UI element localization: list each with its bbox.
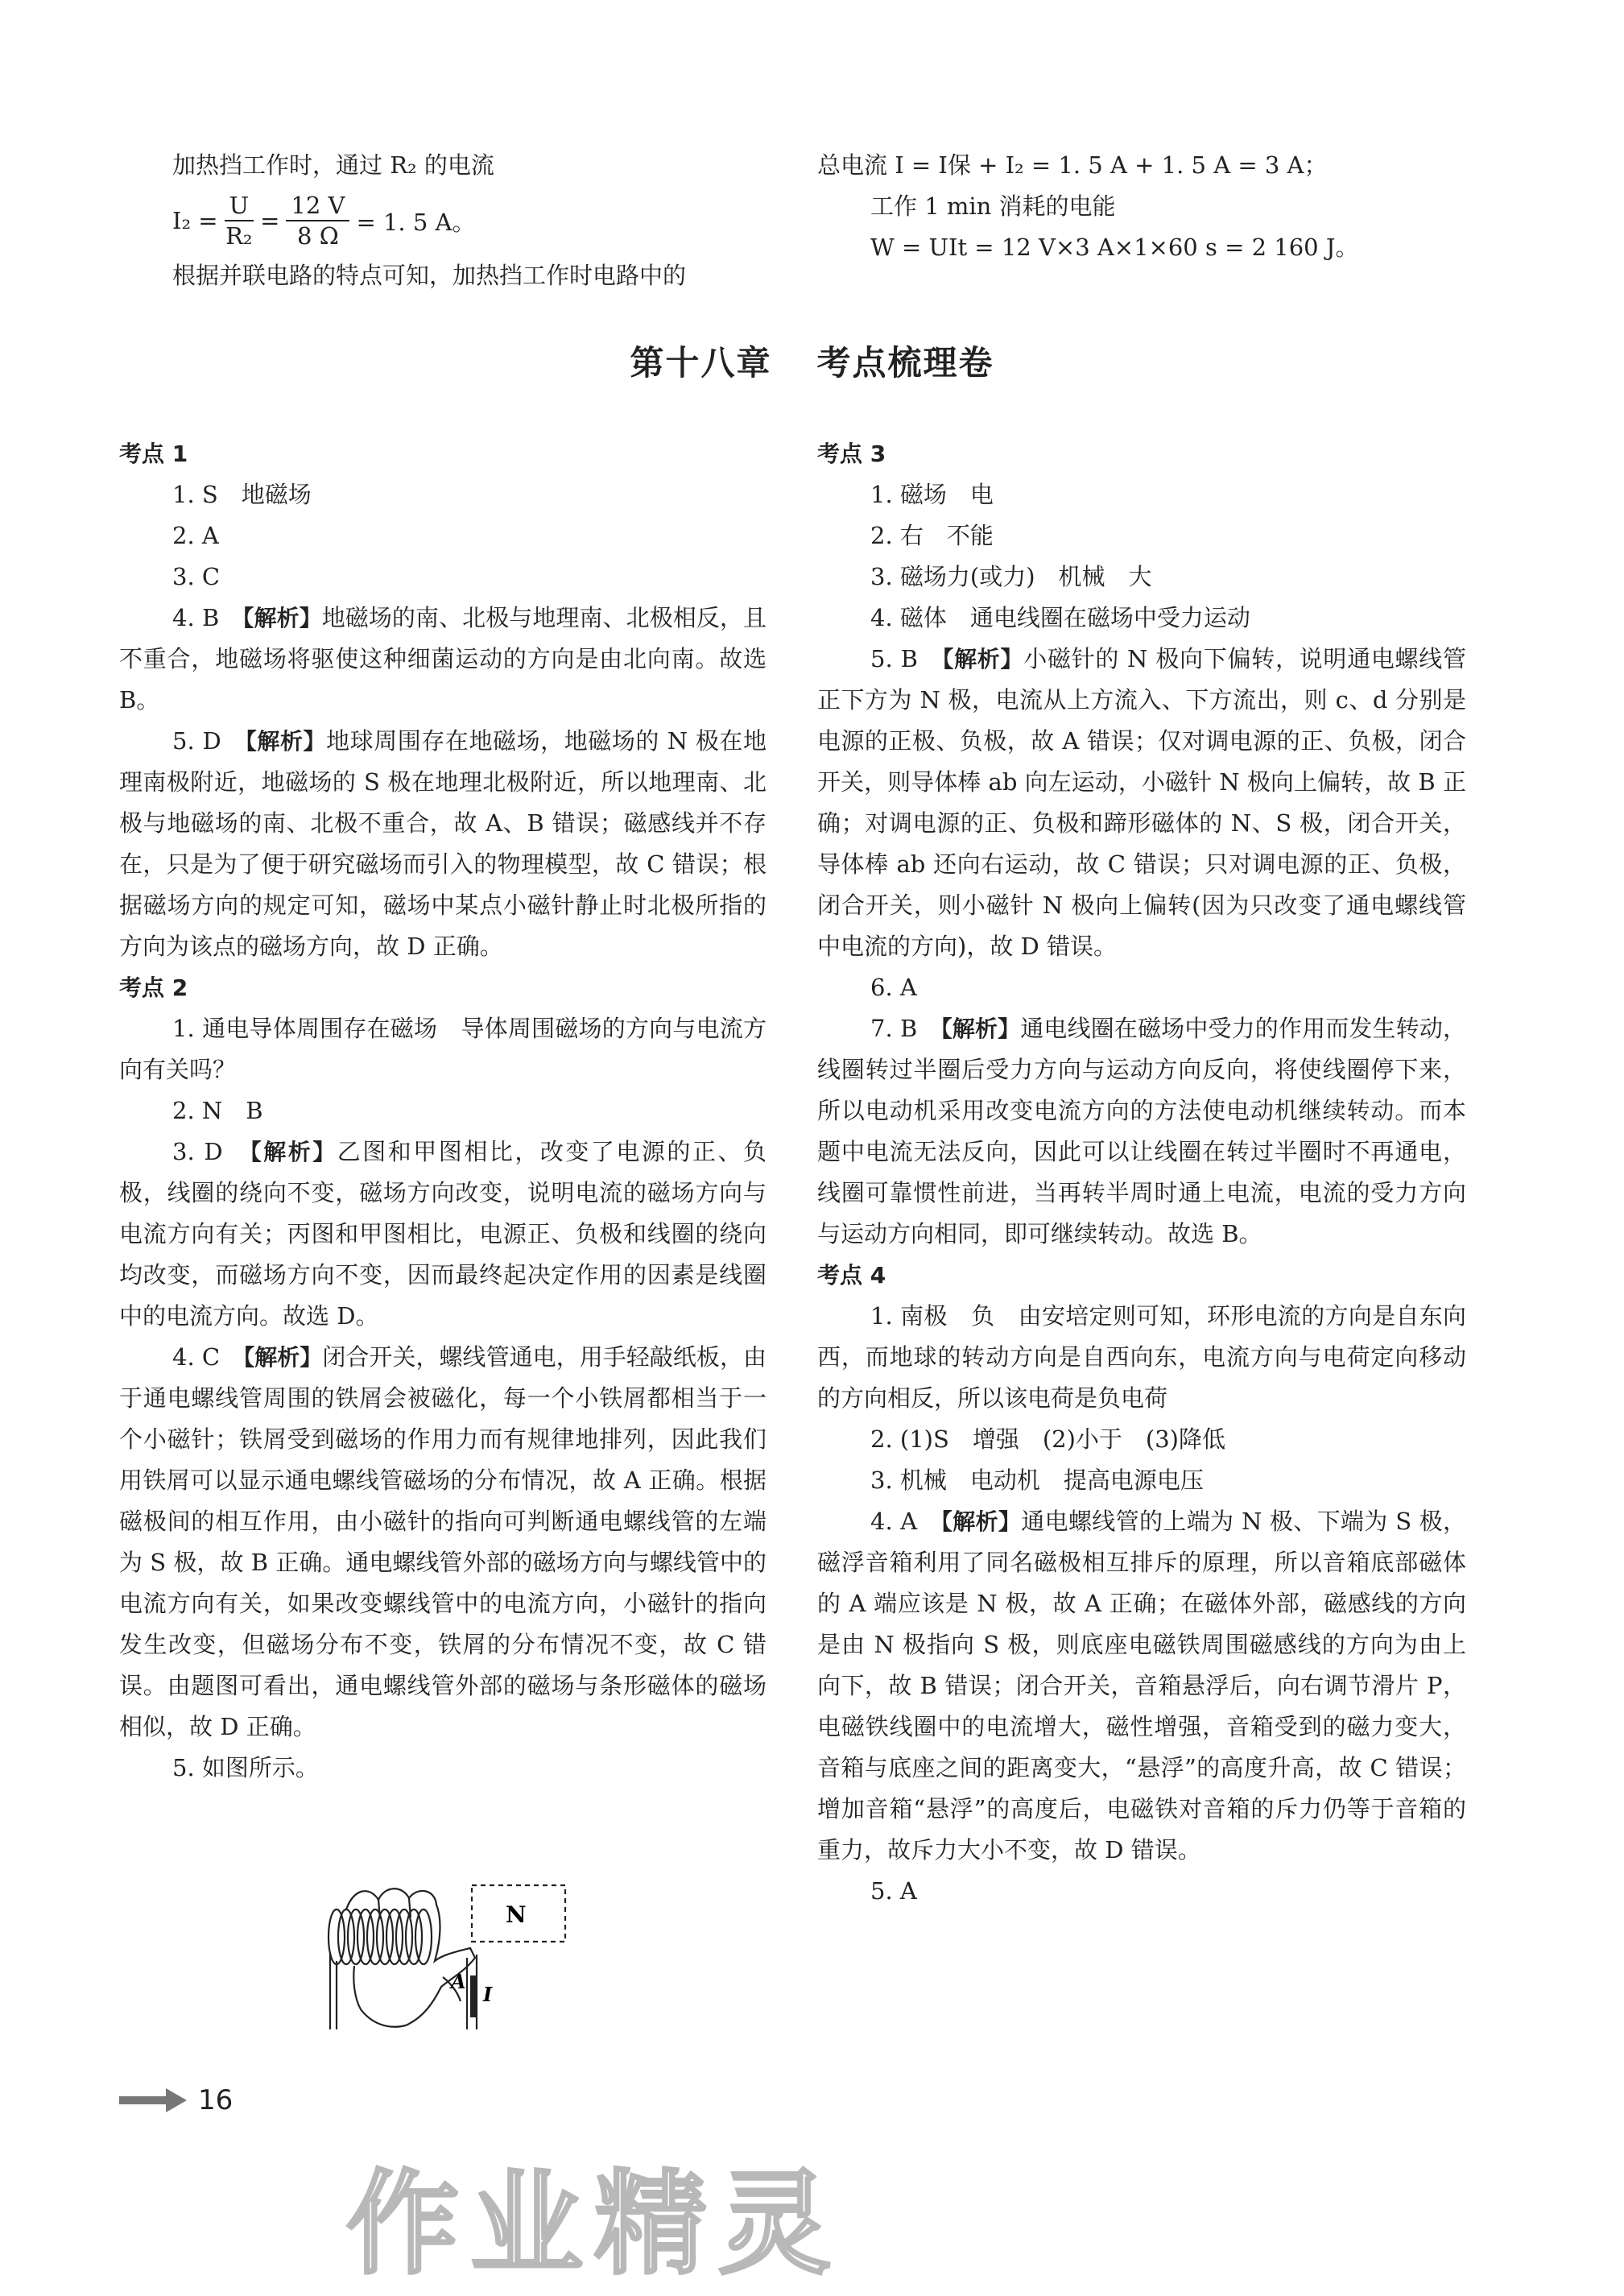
answer-2-4: 4. C 【解析】闭合开关，螺线管通电，用手轻敲纸板，由于通电螺线管周围的铁屑会被磁化，每一个小铁屑都相当于一个小磁针；铁屑受到磁场的作用力而有规律地排列，因此我们用铁屑可以显示通电螺线管磁场的分布情况，故 A 正确。根据磁极间的相互作用，由小磁针的指向可判断通电螺线管的左端为 S 极，故 B 正确。通电螺线管外部的磁场方向与螺线管中的电流方向有关，如果改变螺线管中的电流方向，小磁针的指向发生改变，但磁场分布不变，铁屑的分布情况不变，故 C 错误。由题图可看出，通电螺线管外部的磁场与条形磁体的磁场相似，故 D 正确。 [119,1343,767,1740]
solenoid-hand-figure [322,1880,572,2039]
figure-label-I: I [483,1983,493,2006]
figure-label-N: N [506,1901,527,1928]
top-left-block [119,145,767,296]
answer-3-7: 7. B 【解析】通电线圈在磁场中受力的作用而发生转动，线圈转过半圈后受力方向与运动方向反向，将使线圈停下来，所以电动机采用改变电流方向的方法使电动机继续转动。而本题中电流无法反向，因此可以让线圈在转过半圈时不再通电，线圈可靠惯性前进，当再转半周时通上电流，电流的受力方向与运动方向相同，即可继续转动。故选 B。 [817,1015,1466,1247]
section-heading-4: 考点 4 [817,1262,886,1289]
answer-2-2: 2. N B [172,1097,263,1124]
formula-I2: I₂ = $\frac{U}{\text{R₂}}$ = $\frac{12 V}{8 \Omega}$ = 1. 5 A。 [172,192,476,250]
page-footer [119,2084,233,2116]
answer-1-4: 4. B 【解析】地磁场的南、北极与地理南、北极相反，且不重合，地磁场将驱使这种细菌运动的方向是由北向南。故选 B。 [119,604,767,714]
answer-1-3: 3. C [172,563,221,590]
answer-2-3: 3. D 【解析】乙图和甲图相比，改变了电源的正、负极，线圈的绕向不变，磁场方向改变，说明电流的磁场方向与电流方向有关；丙图和甲图相比，电源正、负极和线圈的绕向均改变，而磁场方向不变，因而最终起决定作用的因素是线圈中的电流方向。故选 D。 [119,1138,767,1330]
answer-1-2: 2. A [172,522,219,549]
figure-label-A: A [451,1970,466,1993]
answer-4-3: 3. 机械 电动机 提高电源电压 [870,1467,1204,1494]
section-heading-2: 考点 2 [119,974,188,1001]
answer-4-4: 4. A 【解析】通电螺线管的上端为 N 极、下端为 S 极，磁浮音箱利用了同名磁极相互排斥的原理，所以音箱底部磁体的 A 端应该是 N 极，故 A 正确；在磁体外部，磁感线的方向是由 N 极指向 S 极，则底座电磁铁周围磁感线的方向为由上向下，故 B 错误；闭合开关，音箱悬浮后，向右调节滑片 P，电磁铁线圈中的电流增大，磁性增强，音箱受到的磁力变大，音箱与底座之间的距离变大，“悬浮”的高度升高，故 C 错误；增加音箱“悬浮”的高度后，电磁铁对音箱的斥力仍等于音箱的重力，故斥力大小不变，故 D 错误。 [817,1508,1466,1864]
section-heading-1: 考点 1 [119,441,188,467]
answer-2-1: 1. 通电导体周围存在磁场 导体周围磁场的方向与电流方向有关吗？ [119,1015,767,1083]
top-left-line3: 根据并联电路的特点可知，加热挡工作时电路中的 [172,262,687,289]
answer-2-5: 5. 如图所示。 [172,1754,319,1781]
page-number: 16 [198,2084,233,2116]
section-heading-3: 考点 3 [817,441,886,467]
left-column [119,433,767,1789]
right-column [817,433,1466,1912]
answer-3-3: 3. 磁场力(或力) 机械 大 [870,563,1152,590]
top-right-line3: W = UIt = 12 V×3 A×1×60 s = 2 160 J。 [870,234,1359,261]
chapter-title: 第十八章 考点梳理卷 [630,343,994,383]
formula-frac1: $\frac{U}{\text{R₂}}$ [225,192,253,250]
formula-lhs: I₂ = [172,207,218,234]
watermark: 作业精灵 [346,2159,843,2290]
answer-4-2: 2. (1)S 增强 (2)小于 (3)降低 [870,1425,1225,1453]
top-right-line2: 工作 1 min 消耗的电能 [870,192,1116,220]
arrow-right-icon [119,2088,187,2112]
answer-3-4: 4. 磁体 通电线圈在磁场中受力运动 [870,604,1250,631]
top-right-block [817,145,1466,268]
answer-1-1: 1. S 地磁场 [172,481,312,508]
top-right-line1: 总电流 I = I保 + I₂ = 1. 5 A + 1. 5 A = 3 A； [817,151,1328,179]
formula-result: = 1. 5 A。 [356,208,476,236]
formula-frac2: $\frac{12 V}{8 \Omega}$ [286,191,349,250]
answer-3-2: 2. 右 不能 [870,522,994,549]
solenoid-hand-drawing [322,1880,572,2033]
answer-3-1: 1. 磁场 电 [870,481,994,508]
answer-3-5: 5. B 【解析】小磁针的 N 极向下偏转，说明通电螺线管正下方为 N 极，电流从上方流入、下方流出，则 c、d 分别是电源的正极、负极，故 A 错误；仅对调电源的正、负极，闭合开关，则导体棒 ab 向左运动，小磁针 N 极向上偏转，故 B 正确；对调电源的正、负极和蹄形磁体的 N、S 极，闭合开关，导体棒 ab 还向右运动，故 C 错误；只对调电源的正、负极，闭合开关，则小磁针 N 极向上偏转(因为只改变了通电螺线管中电流的方向)，故 D 错误。 [817,645,1466,960]
answer-3-6: 6. A [870,974,917,1001]
answer-4-1: 1. 南极 负 由安培定则可知，环形电流的方向是自东向西，而地球的转动方向是自西向东，电流方向与电荷定向移动的方向相反，所以该电荷是负电荷 [817,1302,1466,1412]
answer-4-5: 5. A [870,1877,917,1905]
answer-1-5: 5. D 【解析】地球周围存在地磁场，地磁场的 N 极在地理南极附近，地磁场的 S 极在地理北极附近，所以地理南、北极与地磁场的南、北极不重合，故 A、B 错误；磁感线并不存在，只是为了便于研究磁场而引入的物理模型，故 C 错误；根据磁场方向的规定可知，磁场中某点小磁针静止时北极所指的方向为该点的磁场方向，故 D 正确。 [119,727,767,960]
top-left-line1: 加热挡工作时，通过 R₂ 的电流 [172,151,494,179]
